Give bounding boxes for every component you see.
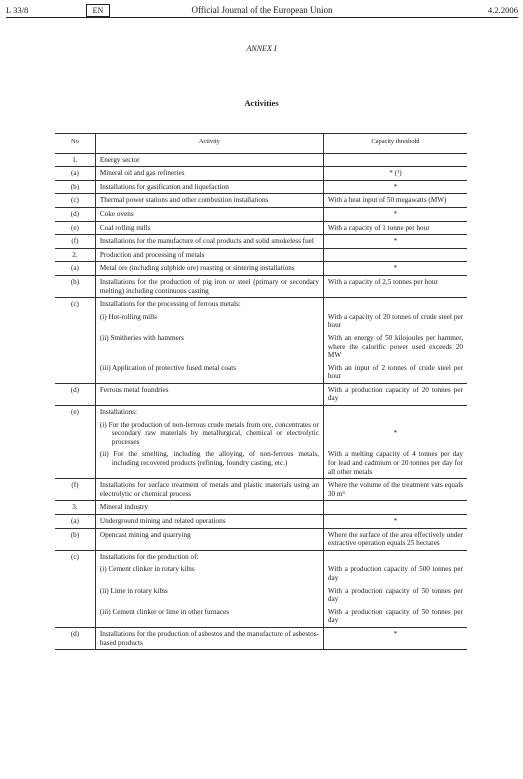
row-activity: Installations: — [95, 406, 323, 419]
table-header-row — [55, 134, 467, 154]
row-activity: Installations for the production of asbestos and the manufacture of asbestos-based products — [95, 627, 323, 649]
table-row — [55, 235, 467, 249]
row-activity: Opencast mining and quarrying — [95, 528, 323, 550]
row-capacity — [323, 550, 467, 563]
table-row — [55, 515, 467, 529]
row-number: (f) — [55, 479, 95, 501]
header-rule — [6, 17, 518, 18]
row-number: (c) — [70, 552, 79, 561]
row-capacity: With a heat input of 50 megawatts (MW) — [323, 194, 467, 208]
row-number: 1. — [55, 153, 95, 167]
table-row — [55, 479, 467, 501]
row-number — [55, 563, 95, 584]
row-capacity: * — [323, 180, 467, 194]
row-number: (c) — [55, 194, 95, 208]
row-number: (a) — [55, 262, 95, 276]
row-activity: (i) Cement clinker in rotary kilns — [95, 563, 323, 584]
row-number: 3. — [55, 501, 95, 515]
row-activity: Underground mining and related operations — [95, 515, 323, 529]
row-activity: Coal rolling mills — [95, 221, 323, 235]
row-capacity: With a capacity of 2,5 tonnes per hour — [323, 275, 467, 297]
table-row — [55, 248, 467, 262]
table-row — [55, 501, 467, 515]
row-capacity: With a capacity of 20 tonnes of crude steel per hour — [323, 311, 467, 332]
table-row — [55, 448, 467, 478]
row-number — [55, 332, 95, 362]
row-number: (d) — [55, 207, 95, 221]
section-title: Activities — [244, 98, 279, 108]
table-row — [55, 262, 467, 276]
publication-date: 4.2.2006 — [487, 5, 518, 15]
row-activity: Mineral industry — [95, 501, 323, 515]
row-activity: (i) For the production of non-ferrous crude metals from ore, concentrates or secondary raw materials by metallurgical, chemical or electrolytic processes — [95, 419, 323, 449]
row-capacity: * — [323, 515, 467, 529]
table-row — [55, 419, 467, 449]
row-number: (d) — [55, 627, 95, 649]
language-box: EN — [86, 4, 110, 17]
page-reference: L 33/8 — [6, 5, 29, 15]
row-capacity — [323, 298, 467, 311]
row-capacity: With an energy of 50 kilojoules per hammer, where the calorific power used exceeds 20 MW — [323, 332, 467, 362]
row-number: (c) — [70, 300, 79, 309]
table-row — [55, 153, 467, 167]
table-row — [55, 194, 467, 208]
row-number — [55, 448, 95, 478]
row-activity: Installations for the manufacture of coal products and solid smokeless fuel — [95, 235, 323, 249]
row-activity: Installations for the production of: — [95, 550, 323, 563]
row-number: (e) — [55, 221, 95, 235]
row-number: (d) — [55, 383, 95, 405]
page-header — [6, 4, 518, 18]
table-row — [55, 311, 467, 332]
table-row — [55, 585, 467, 606]
row-number — [55, 585, 95, 606]
table-row — [55, 207, 467, 221]
table-row — [55, 528, 467, 550]
row-capacity: With a melting capacity of 4 tonnes per day for lead and cadmium or 20 tonnes per day for all other metals — [323, 448, 467, 478]
table-row — [55, 332, 467, 362]
row-activity: Installations for surface treatment of metals and plastic materials using an electrolytic or chemical process — [95, 479, 323, 501]
column-header-activity: Activity — [95, 134, 323, 154]
row-capacity — [323, 248, 467, 262]
row-number — [55, 362, 95, 384]
row-capacity: * — [323, 419, 467, 449]
row-capacity: * (¹) — [323, 167, 467, 181]
row-number: (b) — [55, 528, 95, 550]
table-row — [55, 627, 467, 649]
row-capacity: With an input of 2 tonnes of crude steel per hour — [323, 362, 467, 384]
row-activity: Installations for gasification and liquefaction — [95, 180, 323, 194]
row-activity: (ii) Smitheries with hammers — [95, 332, 323, 362]
row-activity: (iii) Cement clinker or lime in other furnaces — [95, 606, 323, 628]
row-activity: Ferrous metal foundries — [95, 383, 323, 405]
table-row — [55, 275, 467, 297]
table-row — [55, 362, 467, 384]
row-activity: Energy sector — [95, 153, 323, 167]
table-row — [55, 383, 467, 405]
row-capacity: Where the volume of the treatment vats equals 30 m³ — [323, 479, 467, 501]
row-activity: (i) Hot-rolling mills — [95, 311, 323, 332]
row-activity: Installations for the processing of ferrous metals: — [95, 298, 323, 311]
row-activity: Production and processing of metals — [95, 248, 323, 262]
row-number: (a) — [55, 167, 95, 181]
row-activity: (iii) Application of protective fused metal coats — [95, 362, 323, 384]
table-row — [55, 298, 467, 311]
table-row — [55, 167, 467, 181]
column-header-no: No — [55, 134, 95, 154]
row-number: (b) — [55, 180, 95, 194]
annex-title: ANNEX I — [246, 44, 277, 53]
row-capacity: * — [323, 627, 467, 649]
row-capacity: Where the surface of the area effectively under extractive operation equals 25 hectares — [323, 528, 467, 550]
row-capacity: * — [323, 262, 467, 276]
row-number: (a) — [55, 515, 95, 529]
row-capacity: * — [323, 235, 467, 249]
table-row — [55, 180, 467, 194]
row-number: (b) — [55, 275, 95, 297]
row-activity: Mineral oil and gas refineries — [95, 167, 323, 181]
row-number: (f) — [55, 235, 95, 249]
row-capacity — [323, 153, 467, 167]
table-row — [55, 406, 467, 419]
row-capacity: With a production capacity of 500 tonnes per day — [323, 563, 467, 584]
row-number — [55, 606, 95, 628]
table-row — [55, 606, 467, 628]
row-activity: (ii) Lime in rotary kilns — [95, 585, 323, 606]
row-activity: Coke ovens — [95, 207, 323, 221]
row-activity: Installations for the production of pig iron or steel (primary or secondary melting) including continuous casting — [95, 275, 323, 297]
row-number: 2. — [55, 248, 95, 262]
row-capacity — [323, 406, 467, 419]
column-header-capacity: Capacity threshold — [323, 134, 467, 154]
row-number: (e) — [70, 408, 79, 417]
table-row — [55, 550, 467, 563]
row-activity: (ii) For the smelting, including the alloying, of non-ferrous metals, including recovered products (refining, foundry casting, etc.) — [95, 448, 323, 478]
row-capacity: With a production capacity of 50 tonnes per day — [323, 585, 467, 606]
row-capacity: With a production capacity of 20 tonnes per day — [323, 383, 467, 405]
row-capacity — [323, 501, 467, 515]
row-activity: Metal ore (including sulphide ore) roasting or sintering installations — [95, 262, 323, 276]
row-activity: Thermal power stations and other combustion installations — [95, 194, 323, 208]
journal-title: Official Journal of the European Union — [191, 5, 333, 15]
row-number — [55, 311, 95, 332]
row-capacity: With a production capacity of 50 tonnes per day — [323, 606, 467, 628]
activities-table — [55, 133, 467, 650]
row-capacity: * — [323, 207, 467, 221]
table-row — [55, 563, 467, 584]
row-capacity: With a capacity of 1 tonne per hour — [323, 221, 467, 235]
row-number — [55, 419, 95, 449]
table-row — [55, 221, 467, 235]
